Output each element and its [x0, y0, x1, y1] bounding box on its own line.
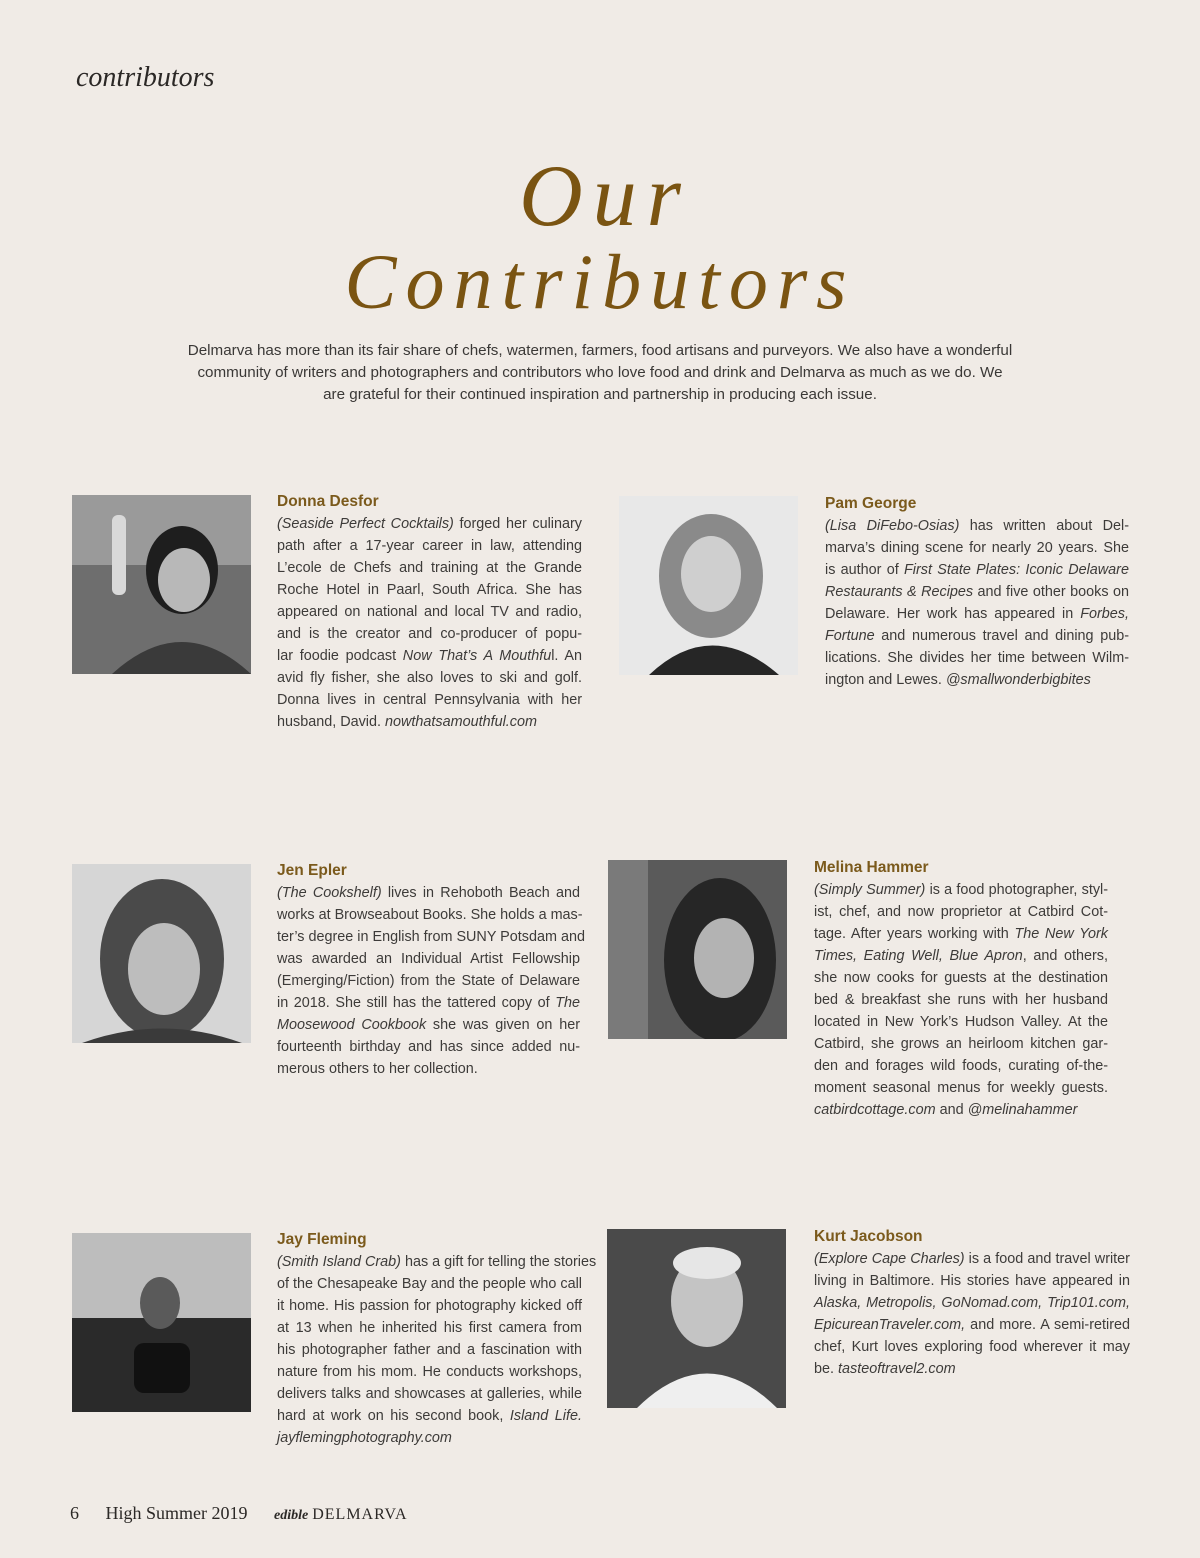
page-footer [70, 1503, 430, 1524]
bio-line: chef, Kurt loves exploring food wherever it may [814, 1339, 1130, 1355]
intro-line: are grateful for their continued inspiration and partnership in producing each issue. [323, 386, 877, 403]
bio-line: Moosewood Cookbook she was given on her [277, 1017, 580, 1033]
page-number: 6 [70, 1503, 79, 1523]
bio-line: Alaska, Metropolis, GoNomad.com, Trip101.com, [814, 1295, 1130, 1311]
bio-line: Donna lives in central Pennsylvania with her [277, 692, 582, 708]
bio-line: it home. His passion for photography kicked off [277, 1298, 582, 1314]
bio-line: EpicureanTraveler.com, and more. A semi-retired [814, 1317, 1130, 1333]
bio-line: (The Cookshelf) lives in Rehoboth Beach and [277, 885, 580, 901]
contributor-name: Melina Hammer [814, 859, 929, 876]
portrait-melina-hammer [608, 860, 787, 1039]
bio-line: Restaurants & Recipes and five other books on [825, 584, 1129, 600]
bio-line: (Explore Cape Charles) is a food and travel writer [814, 1251, 1130, 1267]
intro-line: Delmarva has more than its fair share of chefs, watermen, farmers, food artisans and purveyors. We also have a wonderful [187, 342, 1013, 359]
bio-line: ist, chef, and now proprietor at Catbird Cot- [814, 904, 1108, 920]
issue-label: High Summer 2019 [105, 1503, 248, 1523]
bio-line: moment seasonal menus for weekly guests. [814, 1080, 1108, 1096]
bio-line: and is the creator and co-producer of popu- [277, 626, 582, 642]
bio-line: Times, Eating Well, Blue Apron, and others, [814, 948, 1109, 964]
bio-line: (Lisa DiFebo-Osias) has written about Del- [825, 518, 1130, 534]
bio-line: in 2018. She still has the tattered copy of The [277, 995, 580, 1011]
intro-line: community of writers and photographers and contributors who love food and drink and Delmarva as much as we do. We [197, 364, 1003, 381]
portrait-jen-epler [72, 864, 251, 1043]
contributor-name: Jay Fleming [277, 1231, 367, 1248]
bio-line: Delaware. Her work has appeared in Forbes, [825, 606, 1129, 622]
bio-line: catbirdcottage.com and @melinahammer [814, 1102, 1078, 1118]
bio-line: marva’s dining scene for nearly 20 years. She [825, 540, 1129, 556]
portrait-pam-george [619, 496, 798, 675]
section-label: contributors [76, 62, 215, 93]
contributor-bio [277, 513, 582, 733]
bio-line: at 13 when he inherited his first camera from [277, 1320, 582, 1336]
bio-line: (Smith Island Crab) has a gift for telling the stories [277, 1254, 597, 1270]
brand-prefix: edible [274, 1508, 309, 1523]
contributor-bio [814, 1248, 1130, 1380]
bio-line: lar foodie podcast Now That’s A Mouthful. An [277, 648, 582, 664]
page-headline [0, 150, 1200, 330]
headline-line-2: Contributors [344, 238, 856, 325]
bio-line: (Emerging/Fiction) from the State of Delaware [277, 973, 580, 989]
bio-line: Catbird, she grows an heirloom kitchen gar- [814, 1036, 1108, 1052]
contributor-bio [277, 1251, 597, 1449]
bio-line: path after a 17-year career in law, attending [277, 538, 582, 554]
contributor-bio [814, 879, 1108, 1121]
portrait-jay-fleming [72, 1233, 251, 1412]
bio-line: (Simply Summer) is a food photographer, styl- [814, 882, 1109, 898]
bio-line: is author of First State Plates: Iconic Delaware [825, 562, 1129, 578]
contributor-name: Donna Desfor [277, 493, 379, 510]
portrait-kurt-jacobson [607, 1229, 786, 1408]
contributor-name: Pam George [825, 495, 917, 512]
bio-line: fourteenth birthday and has since added nu- [277, 1039, 580, 1055]
bio-line: bed & breakfast she runs with her husband [814, 992, 1108, 1008]
bio-line: ter’s degree in English from SUNY Potsdam and [277, 929, 585, 945]
bio-line: tage. After years working with The New York [814, 926, 1108, 942]
bio-line: hard at work on his second book, Island Life. [277, 1408, 582, 1424]
bio-line: den and forages wild foods, curating of-the- [814, 1058, 1108, 1074]
bio-line: delivers talks and showcases at galleries, while [277, 1386, 582, 1402]
bio-line: be. tasteoftravel2.com [814, 1361, 956, 1377]
intro-paragraph [180, 340, 1020, 406]
bio-line: nature from his mom. He conducts workshops, [277, 1364, 582, 1380]
contributor-bio [825, 515, 1129, 691]
bio-line: ington and Lewes. @smallwonderbigbites [825, 672, 1091, 688]
bio-line: works at Browseabout Books. She holds a mas- [277, 907, 583, 923]
contributor-bio [277, 882, 585, 1080]
headline-line-1: Our [519, 150, 691, 245]
bio-line: Roche Hotel in Paarl, South Africa. She has [277, 582, 582, 598]
bio-line: Fortune and numerous travel and dining pub- [825, 628, 1129, 644]
bio-line: located in New York’s Hudson Valley. At the [814, 1014, 1108, 1030]
bio-line: merous others to her collection. [277, 1061, 478, 1077]
bio-line: she now cooks for guests at the destination [814, 970, 1108, 986]
bio-line: appeared on national and local TV and radio, [277, 604, 582, 620]
brand-name: DELMARVA [312, 1506, 408, 1523]
bio-line: was awarded an Individual Artist Fellowship [277, 951, 580, 967]
bio-line: (Seaside Perfect Cocktails) forged her culinary [277, 516, 582, 532]
contributor-name: Jen Epler [277, 862, 347, 879]
bio-line: of the Chesapeake Bay and the people who call [277, 1276, 582, 1292]
bio-line: his photographer father and a fascination with [277, 1342, 582, 1358]
portrait-donna-desfor [72, 495, 251, 674]
bio-line: lications. She divides her time between Wilm- [825, 650, 1129, 666]
bio-line: jayflemingphotography.com [277, 1430, 452, 1446]
bio-line: avid fly fisher, she also loves to ski and golf. [277, 670, 582, 686]
bio-line: living in Baltimore. His stories have appeared in [814, 1273, 1130, 1289]
bio-line: L’ecole de Chefs and training at the Grande [277, 560, 582, 576]
contributor-name: Kurt Jacobson [814, 1228, 923, 1245]
bio-line: husband, David. nowthatsamouthful.com [277, 714, 537, 730]
